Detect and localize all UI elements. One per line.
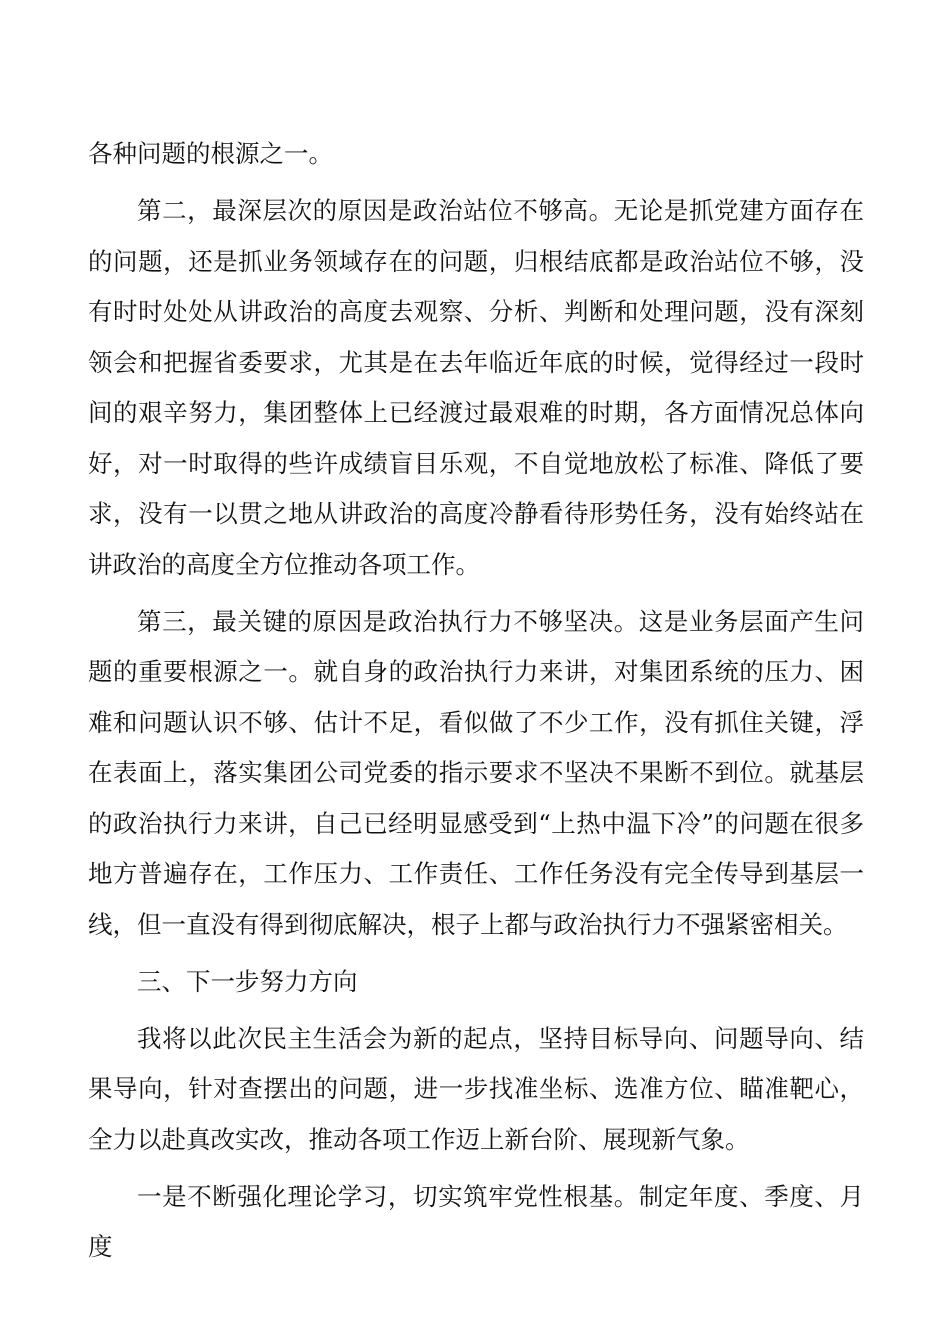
paragraph-second-reason: 第二，最深层次的原因是政治站位不够高。无论是抓党建方面存在的问题，还是抓业务领域存在的问题，归根结底都是政治站位不够，没有时时处处从讲政治的高度去观察、分析、判断和处理问题，没有深刻领会和把握省委要求，尤其是在去年临近年底的时候，觉得经过一段时间的艰辛努力，集团整体上已经渡过最艰难的时期，各方面情况总体向好，对一时取得的些许成绩盲目乐观，不自觉地放松了标准、降低了要求，没有一以贯之地从讲政治的高度冷静看待形势任务，没有始终站在讲政治的高度全方位推动各项工作。: [88, 196, 864, 579]
section-heading-next-steps: 三、下一步努力方向: [137, 966, 358, 996]
paragraph-third-reason: 第三，最关键的原因是政治执行力不够坚决。这是业务层面产生问题的重要根源之一。就自身的政治执行力来讲，对集团系统的压力、困难和问题认识不够、估计不足，看似做了不少工作，没有抓住关键，浮在表面上，落实集团公司党委的指示要求不坚决不果断不到位。就基层的政治执行力来讲，自己已经明显感受到“上热中温下冷”的问题在很多地方普遍存在，工作压力、工作责任、工作任务没有完全传导到基层一线，但一直没有得到彻底解决，根子上都与政治执行力不强紧密相关。: [88, 606, 864, 939]
paragraph-continuation: 各种问题的根源之一。: [88, 139, 333, 168]
paragraph-next-steps-intro: 我将以此次民主生活会为新的起点，坚持目标导向、问题导向、结果导向，针对查摆出的问题，进一步找准坐标、选准方位、瞄准靶心，全力以赴真改实改，推动各项工作迈上新台阶、展现新气象。: [88, 1023, 864, 1154]
paragraph-point-one: 一是不断强化理论学习，切实筑牢党性根基。制定年度、季度、月度: [88, 1181, 864, 1261]
document-page: [88, 129, 864, 1273]
